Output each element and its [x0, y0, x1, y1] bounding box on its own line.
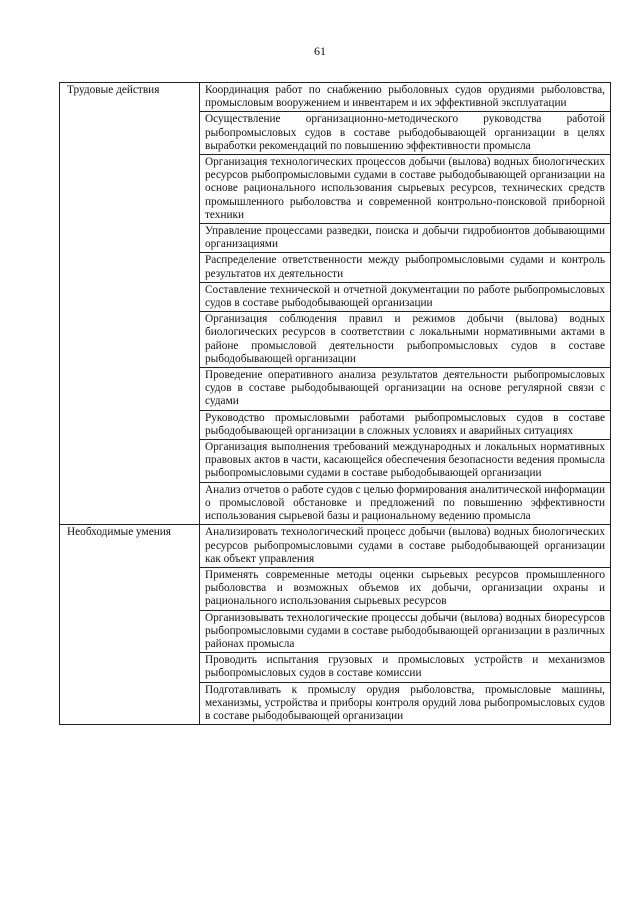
table-cell: Организация технологических процессов добычи (вылова) водных биологических ресурсов рыбопромысловыми судами в составе рыбодобывающей организации на основе рационального использования сырьевых ресурсов, технических средств промышленного рыболовства и современной контрольно-поисковой приборной техники [200, 155, 611, 224]
table-cell: Применять современные методы оценки сырьевых ресурсов промышленного рыболовства и возможных объемов их добычи, организации охраны и рационального использования сырьевых ресурсов [200, 567, 611, 610]
table-cell: Проведение оперативного анализа результатов деятельности рыбопромысловых судов в составе рыбодобывающей организации на основе регулярной связи с судами [200, 368, 611, 411]
table-cell: Проводить испытания грузовых и промысловых устройств и механизмов рыбопромысловых судов в составе комиссии [200, 653, 611, 682]
table-cell: Осуществление организационно-методического руководства работой рыбопромысловых судов в составе рыбодобывающей организации в целях выработки рекомендаций по повышению эффективности промысла [200, 112, 611, 155]
table-cell: Руководство промысловыми работами рыбопромысловых судов в составе рыбодобывающей организации в сложных условиях и аварийных ситуациях [200, 410, 611, 439]
table-cell: Анализировать технологический процесс добычи (вылова) водных биологических ресурсов рыбопромысловыми судами в составе рыбодобывающей организации как объект управления [200, 525, 611, 568]
table-cell: Координация работ по снабжению рыболовных судов орудиями рыболовства, промысловым вооружением и инвентарем и их эффективной эксплуатации [200, 83, 611, 112]
table-row [60, 525, 611, 568]
table-cell: Анализ отчетов о работе судов с целью формирования аналитической информации о промысловой обстановке и предложений по повышению эффективности использования сырьевой базы и рациональному ведению промысла [200, 482, 611, 525]
table-cell: Управление процессами разведки, поиска и добычи гидробионтов добывающими организациями [200, 224, 611, 253]
table-cell: Подготавливать к промыслу орудия рыболовства, промысловые машины, механизмы, устройства и приборы контроля орудий лова рыбопромысловых судов в составе рыбодобывающей организации [200, 682, 611, 725]
section-label-labor-actions: Трудовые действия [60, 83, 200, 525]
table-cell: Составление технической и отчетной документации по работе рыбопромысловых судов в составе рыбодобывающей организации [200, 282, 611, 311]
table-cell: Организация соблюдения правил и режимов добычи (вылова) водных биологических ресурсов в соответствии с локальными нормативными актами в районе промысловой деятельности рыбопромысловых судов в составе рыбодобывающей организации [200, 312, 611, 368]
table-cell: Распределение ответственности между рыбопромысловыми судами и контроль результатов их деятельности [200, 253, 611, 282]
requirements-table [59, 82, 611, 725]
table-cell: Организовывать технологические процессы добычи (вылова) водных биоресурсов рыбопромысловыми судами в составе рыбодобывающей организации в различных районах промысла [200, 610, 611, 653]
section-label-required-skills: Необходимые умения [60, 525, 200, 725]
page-number: 61 [314, 44, 326, 58]
table-cell: Организация выполнения требований международных и локальных нормативных правовых актов в части, касающейся обеспечения безопасности ведения промысла рыбопромысловыми судами в составе рыбодобывающей организации [200, 440, 611, 483]
table-row [60, 83, 611, 112]
